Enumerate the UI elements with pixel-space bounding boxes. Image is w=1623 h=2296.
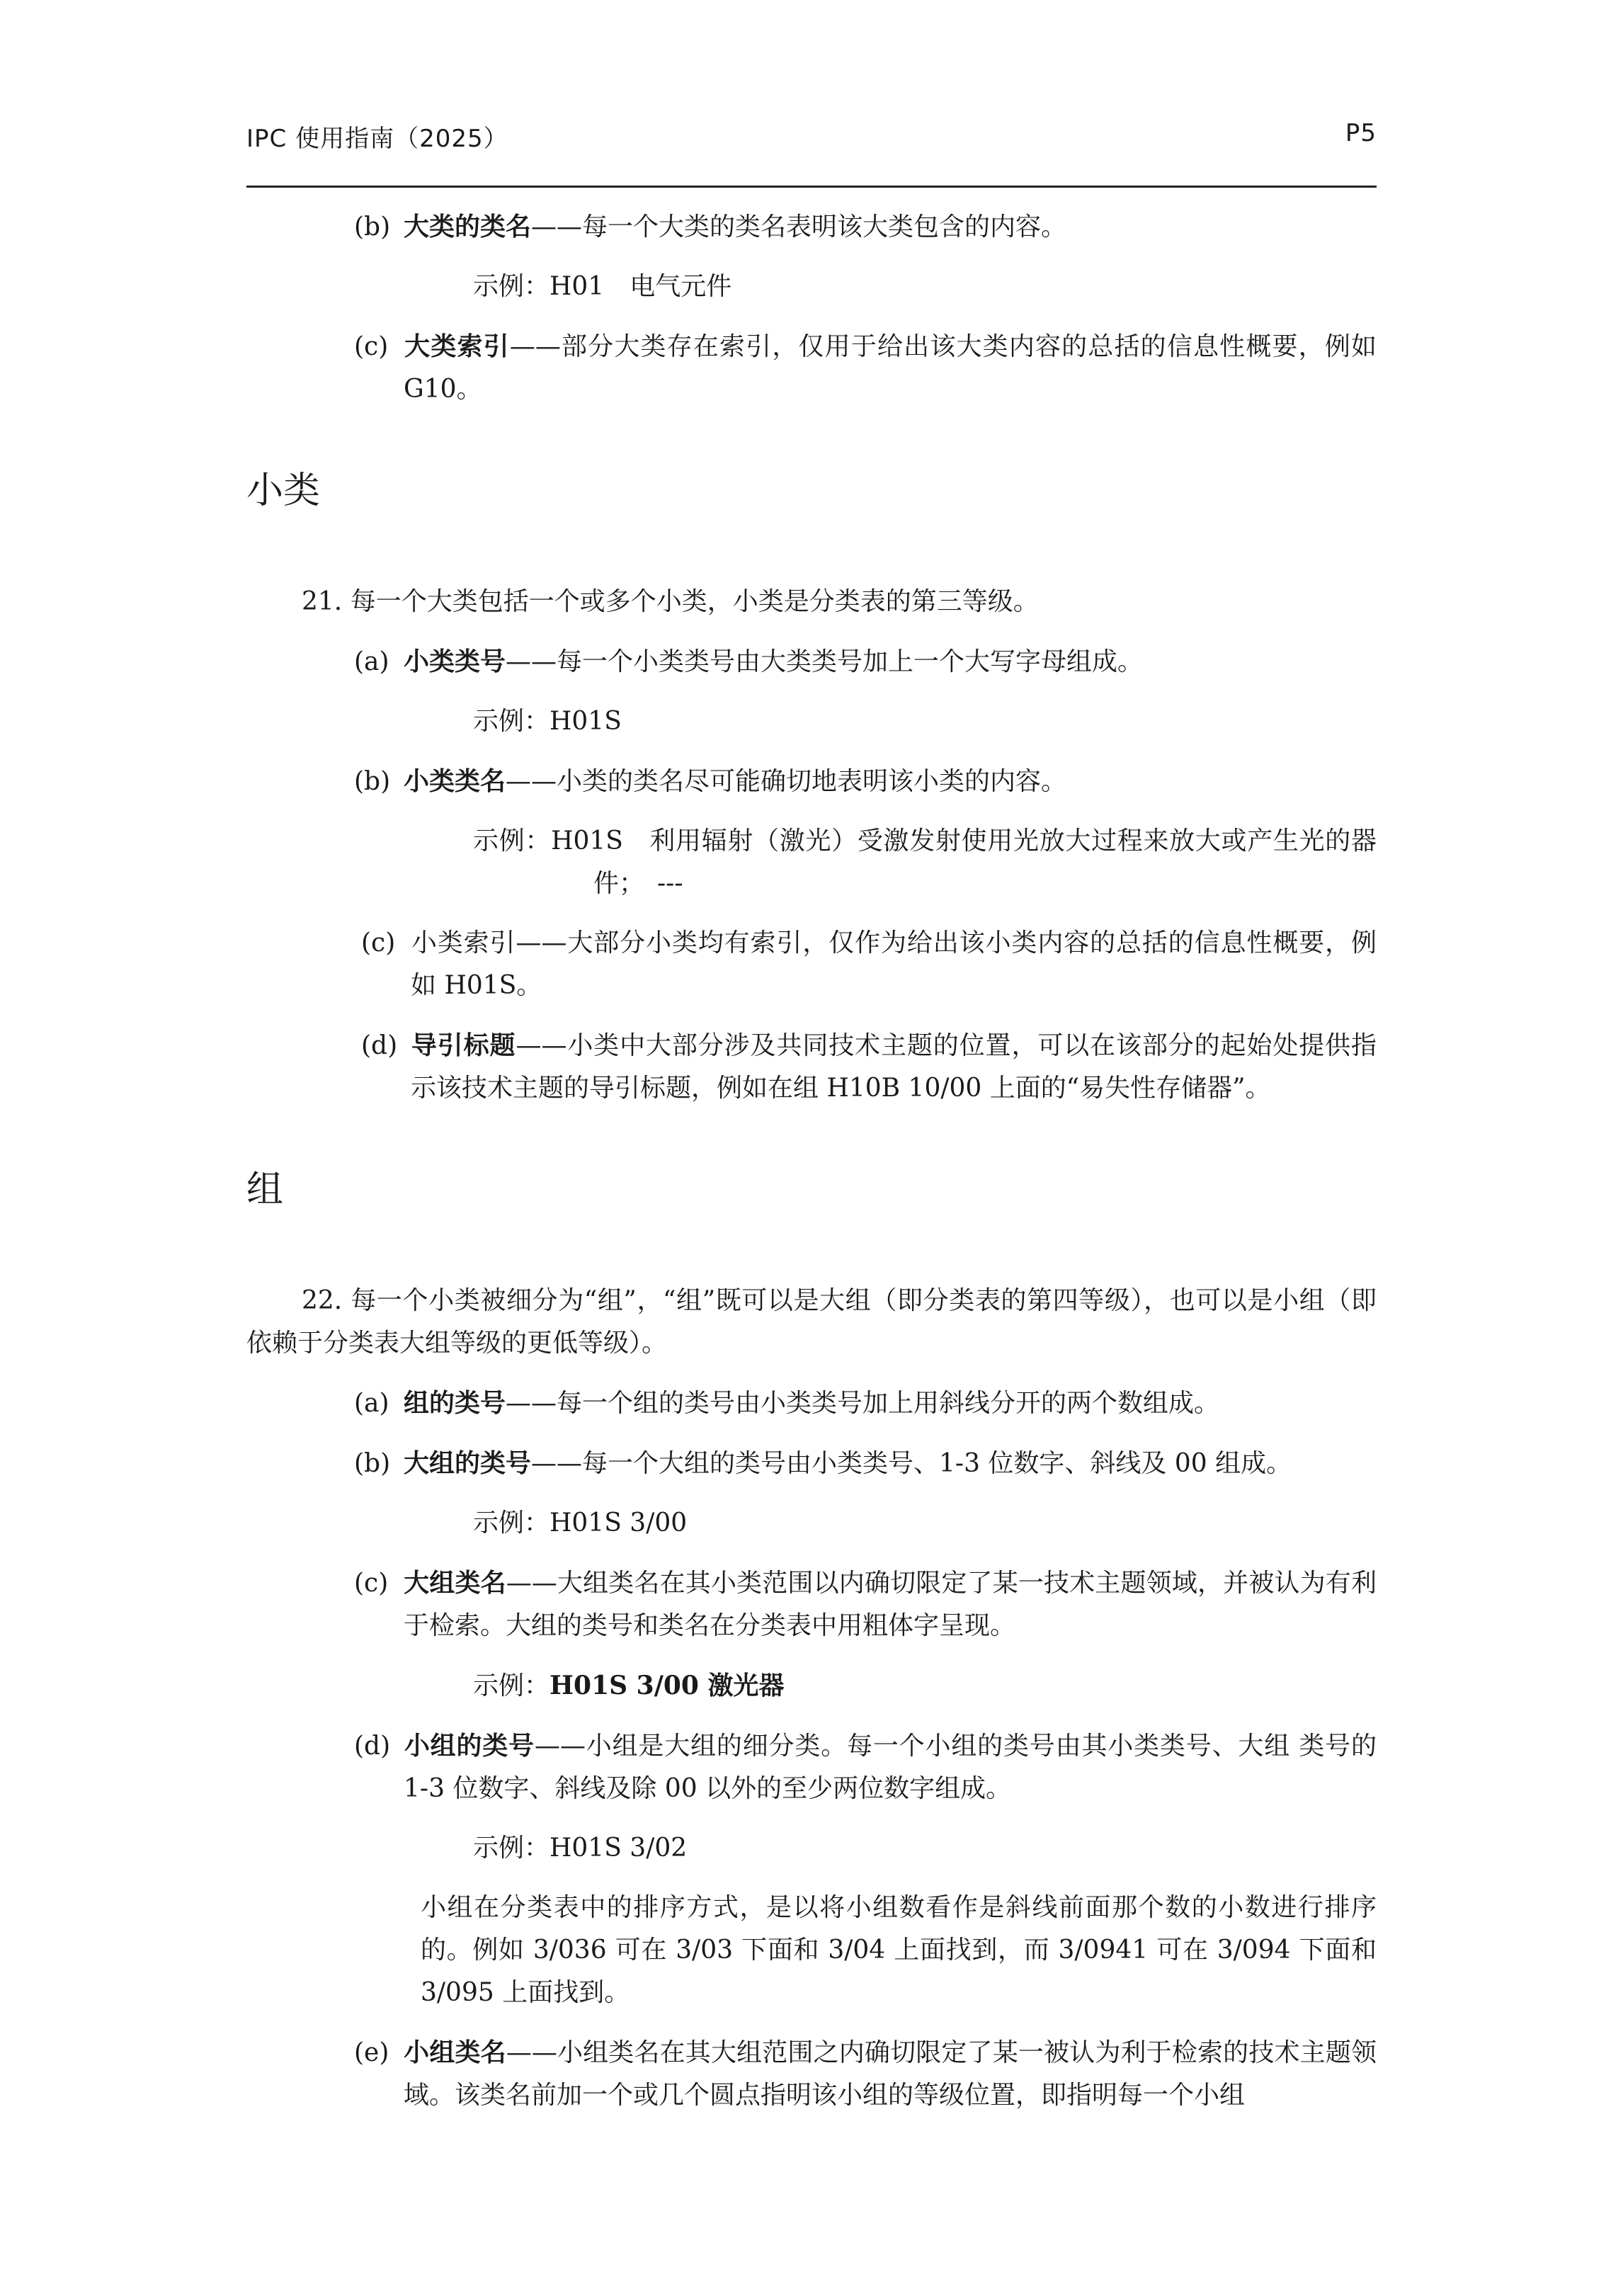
- term: 大类索引: [404, 331, 510, 361]
- item-subgroup-title: (e) 小组类名——小组类名在其大组范围之内确切限定了某一被认为利于检索的技术主题领域。该类名前加一个或几个圆点指明该小组的等级位置，即指明每一个小组: [354, 2038, 1377, 2110]
- term: 大类的类名: [404, 212, 532, 241]
- section-heading-group: 组: [246, 1169, 284, 1211]
- example: 示例：H01S 3/00: [473, 1508, 688, 1538]
- example: 示例：H01S 3/02: [473, 1834, 688, 1863]
- term: 组的类号: [404, 1388, 506, 1418]
- section-heading-subclass: 小类: [246, 470, 321, 512]
- item-subclass-symbol: (a) 小类类号——每一个小类类号由大类类号加上一个大写字母组成。: [354, 647, 1144, 676]
- term: 小类类号: [404, 647, 506, 676]
- subgroup-ordering-note: 小组在分类表中的排序方式，是以将小组数看作是斜线前面那个数的小数进行排序的。例如 3/036 可在 3/03 下面和 3/04 上面找到，而 3/0941 可在 3/094 下面和 3/095 上面找到。: [421, 1893, 1377, 2007]
- item-subclass-index: (c) 小类索引——大部分小类均有索引，仅作为给出该小类内容的总括的信息性概要，例如 H01S。: [361, 928, 1377, 1000]
- item-main-group-title: (c) 大组类名——大组类名在其小类范围以内确切限定了某一技术主题领域，并被认为有利于检索。大组的类号和类名在分类表中用粗体字呈现。: [354, 1568, 1377, 1640]
- example-bold: H01S 3/00 激光器: [549, 1671, 785, 1700]
- item-group-symbol: (a) 组的类号——每一个组的类号由小类类号加上用斜线分开的两个数组成。: [354, 1388, 1220, 1418]
- paragraph-21: 21. 每一个大类包括一个或多个小类，小类是分类表的第三等级。: [302, 587, 1039, 616]
- example: 示例：H01S 3/00 激光器: [473, 1671, 785, 1700]
- page-body: [246, 205, 1377, 2117]
- paragraph-22: 22. 每一个小类被细分为“组”，“组”既可以是大组（即分类表的第四等级），也可以是小组（即依赖于分类表大组等级的更低等级）。: [246, 1286, 1377, 1358]
- term: 小组类名: [404, 2038, 506, 2067]
- term: 大组的类号: [404, 1448, 532, 1478]
- term: 大组类名: [404, 1568, 506, 1598]
- example: 示例：H01 电气元件: [473, 272, 732, 301]
- term: 小类类名: [404, 766, 506, 796]
- example: 示例：H01S 利用辐射（激光）受激发射使用光放大过程来放大或产生光的器件； ---: [473, 826, 1377, 898]
- item-subgroup-symbol: (d) 小组的类号——小组是大组的细分类。每一个小组的类号由其小类类号、大组 类号的 1-3 位数字、斜线及除 00 以外的至少两位数字组成。: [354, 1731, 1377, 1803]
- example: 示例：H01S: [473, 707, 622, 736]
- item-subclass-title: (b) 小类类名——小类的类名尽可能确切地表明该小类的内容。: [354, 766, 1067, 796]
- item-class-title: (b) 大类的类名——每一个大类的类名表明该大类包含的内容。: [354, 212, 1067, 241]
- running-header-title: IPC 使用指南（2025）: [246, 125, 508, 153]
- term: 小组的类号: [404, 1731, 535, 1761]
- item-main-group-symbol: (b) 大组的类号——每一个大组的类号由小类类号、1-3 位数字、斜线及 00 组成。: [354, 1448, 1292, 1478]
- item-class-index: (c) 大类索引——部分大类存在索引，仅用于给出该大类内容的总括的信息性概要，例如 G10。: [354, 331, 1377, 404]
- item-guide-heading: (d) 导引标题——小类中大部分涉及共同技术主题的位置，可以在该部分的起始处提供指示该技术主题的导引标题，例如在组 H10B 10/00 上面的“易失性存储器”。: [361, 1030, 1377, 1103]
- page-number: P5: [1345, 119, 1377, 147]
- term: 导引标题: [411, 1030, 516, 1060]
- header-rule: [246, 186, 1377, 188]
